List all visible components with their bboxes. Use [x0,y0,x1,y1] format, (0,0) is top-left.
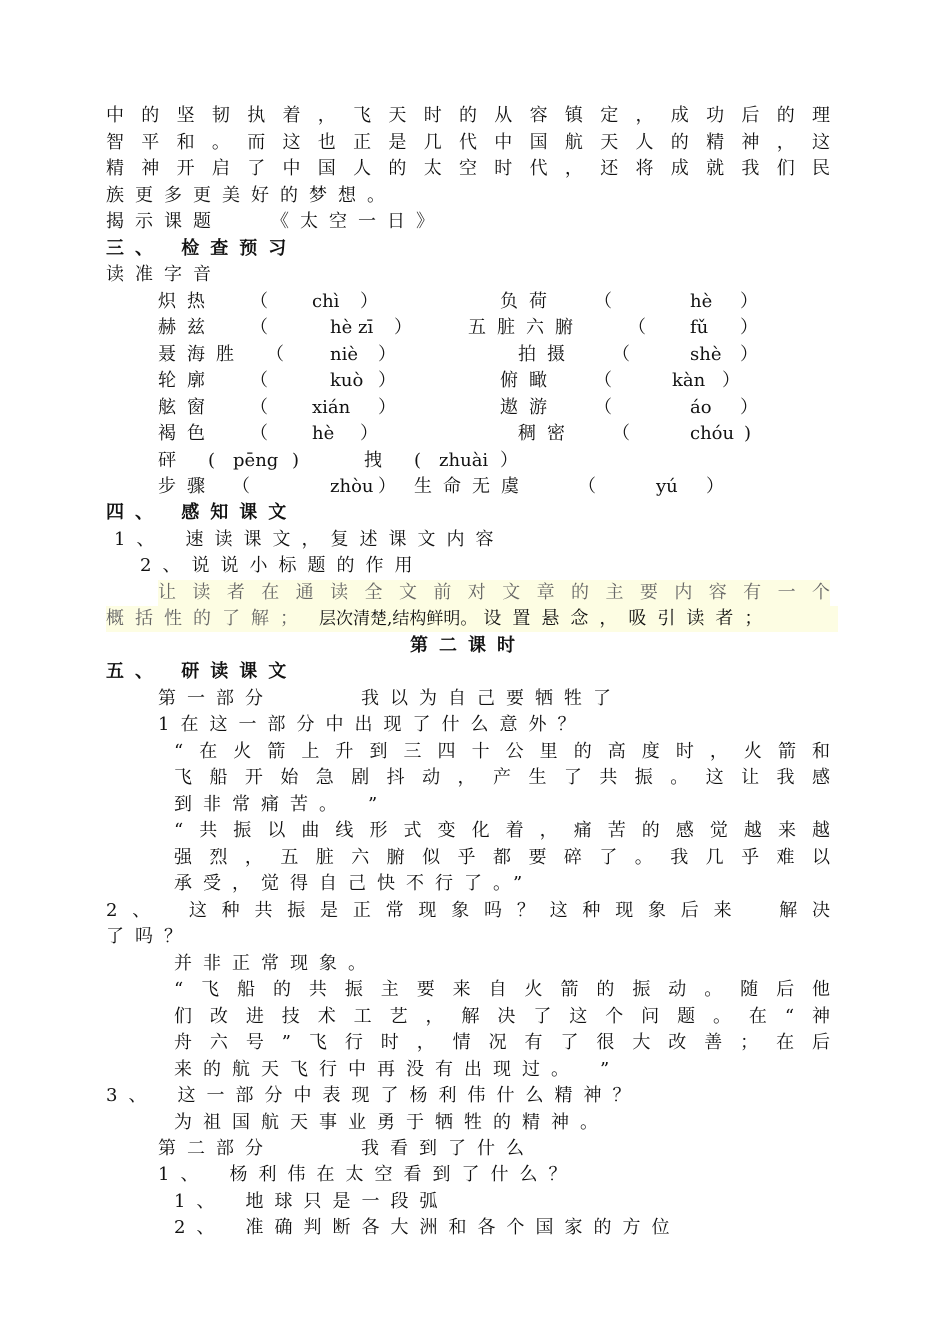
word: 聂海胜 [158,344,245,365]
quote-1-line-1: “在火箭上升到三四十公里的高度时，火箭和 [174,741,830,762]
part-two-title: 第二部分 我看到了什么 [158,1138,535,1159]
intro-line-3: 精神开启了中国人的太空时代，还将成就我们民 [106,158,830,179]
open-paren: （ [612,344,630,365]
word: 炽热 [158,291,216,312]
open-paren: （ [250,291,268,312]
open-paren: （ [232,476,250,497]
answer-highlight-line-2 [106,606,838,632]
word: 轮廓 [158,370,216,391]
close-paren: ） [378,397,396,418]
answer-part-3: 设置悬念，吸引读者； [483,608,774,629]
close-paren: ） [740,397,758,418]
close-paren: ) [292,450,300,471]
close-paren: ) [744,423,752,444]
pinyin: chì [312,291,340,312]
pinyin: ( pēng [208,450,279,471]
quote-2-line-2: 强烈，五脏六腑似乎都要碎了。我几乎难以 [174,847,830,868]
word: 遨游 [500,397,558,418]
word: 五脏六腑 [468,317,584,338]
close-paren: ） [740,291,758,312]
open-paren: （ [250,317,268,338]
part-two-question-1: 1、 杨利伟在太空看到了什么？ [158,1164,578,1185]
quote-3-line-2: 们改进技术工艺，解决了这个问题。在“神 [174,1006,830,1027]
close-paren: ） [378,476,396,497]
word: 负荷 [500,291,558,312]
answer-highlight-line-1: 让读者在通读全文前对文章的主要内容有一个 [158,580,830,606]
close-paren: ） [722,370,740,391]
reveal-title: 揭示课题 《太空一日》 [106,211,445,232]
part-two-answer-1: 1、 地球只是一段弧 [174,1191,449,1212]
pinyin: fǔ [690,317,709,338]
quote-1-line-2: 飞船开始急剧抖动，产生了共振。这让我感 [174,767,830,788]
question-1: 1在这一部分中出现了什么意外？ [158,714,587,735]
quote-2-line-3: 承受，觉得自己快不行了。” [174,873,534,894]
close-paren: ） [706,476,724,497]
pinyin: hè [312,423,335,444]
lesson-two-title: 第二课时 [410,635,526,656]
close-paren: ） [394,317,412,338]
open-paren: （ [612,423,630,444]
section-four-heading: 四、 感知课文 [106,502,298,523]
word: 俯瞰 [500,370,558,391]
pinyin: niè [330,344,359,365]
word: 拍摄 [518,344,576,365]
open-paren: （ [250,370,268,391]
answer-2: 并非正常现象。 [174,953,377,974]
part-one-title: 第一部分 我以为自己要牺牲了 [158,688,622,709]
pinyin: yú [656,476,678,497]
quote-3-line-1: “飞船的共振主要来自火箭的振动。随后他 [174,979,830,1000]
answer-part-1: 概括性的了解； [106,608,309,629]
close-paren: ） [740,317,758,338]
question-2-line-1: 2、 这种共振是正常现象吗？这种现象后来 解决 [106,900,830,921]
close-paren: ） [740,344,758,365]
section-four-item-2: 2、说说小标题的作用 [140,555,424,576]
intro-line-1: 中的坚韧执着，飞天时的从容镇定，成功后的理 [106,105,830,126]
intro-line-4: 族更多更美好的梦想。 [106,185,396,206]
intro-line-2: 智平和。而这也正是几代中国航天人的精神，这 [106,132,830,153]
question-3: 3、 这一部分中表现了杨利伟什么精神？ [106,1085,642,1106]
open-paren: （ [266,344,284,365]
open-paren: （ [594,370,612,391]
pinyin: ( zhuài [414,450,489,471]
word: 赫兹 [158,317,216,338]
close-paren: ） [360,291,378,312]
open-paren: （ [594,291,612,312]
pinyin: áo [690,397,712,418]
pinyin: xián [312,397,351,418]
answer-3: 为祖国航天事业勇于牺牲的精神。 [174,1112,609,1133]
part-two-answer-2: 2、 准确判断各大洲和各个国家的方位 [174,1217,681,1238]
section-three-sub: 读准字音 [106,264,222,285]
close-paren: ） [378,370,396,391]
question-2-line-2: 了吗？ [106,926,193,947]
word: 舷窗 [158,397,216,418]
open-paren: （ [250,423,268,444]
close-paren: ） [360,423,378,444]
section-three-heading: 三、 检查预习 [106,238,298,259]
open-paren: （ [578,476,596,497]
close-paren: ） [500,450,518,471]
open-paren: （ [628,317,646,338]
open-paren: （ [250,397,268,418]
open-paren: （ [594,397,612,418]
pinyin: hè zī [330,317,374,338]
quote-3-line-4: 来的航天飞行中再没有出现过。 ” [174,1059,621,1080]
pinyin: kuò [330,370,364,391]
pinyin: chóu [690,423,735,444]
quote-1-line-3: 到非常痛苦。 ” [174,794,389,815]
quote-2-line-1: “共振以曲线形式变化着，痛苦的感觉越来越 [174,820,830,841]
word: 步骤 [158,476,216,497]
pinyin: kàn [672,370,706,391]
answer-part-2: 层次清楚,结构鲜明。 [319,609,478,629]
quote-3-line-3: 舟六号”飞行时，情况有了很大改善；在后 [174,1032,830,1053]
pinyin: hè [690,291,713,312]
section-five-heading: 五、 研读课文 [106,661,298,682]
close-paren: ） [378,344,396,365]
word: 拽 [364,450,382,471]
word: 砰 [158,450,176,471]
word: 褐色 [158,423,216,444]
word: 稠密 [518,423,576,444]
pinyin: zhòu [330,476,374,497]
section-four-item-1: 1、 速读课文，复述课文内容 [114,529,505,550]
pinyin: shè [690,344,722,365]
word: 生命无虞 [414,476,530,497]
